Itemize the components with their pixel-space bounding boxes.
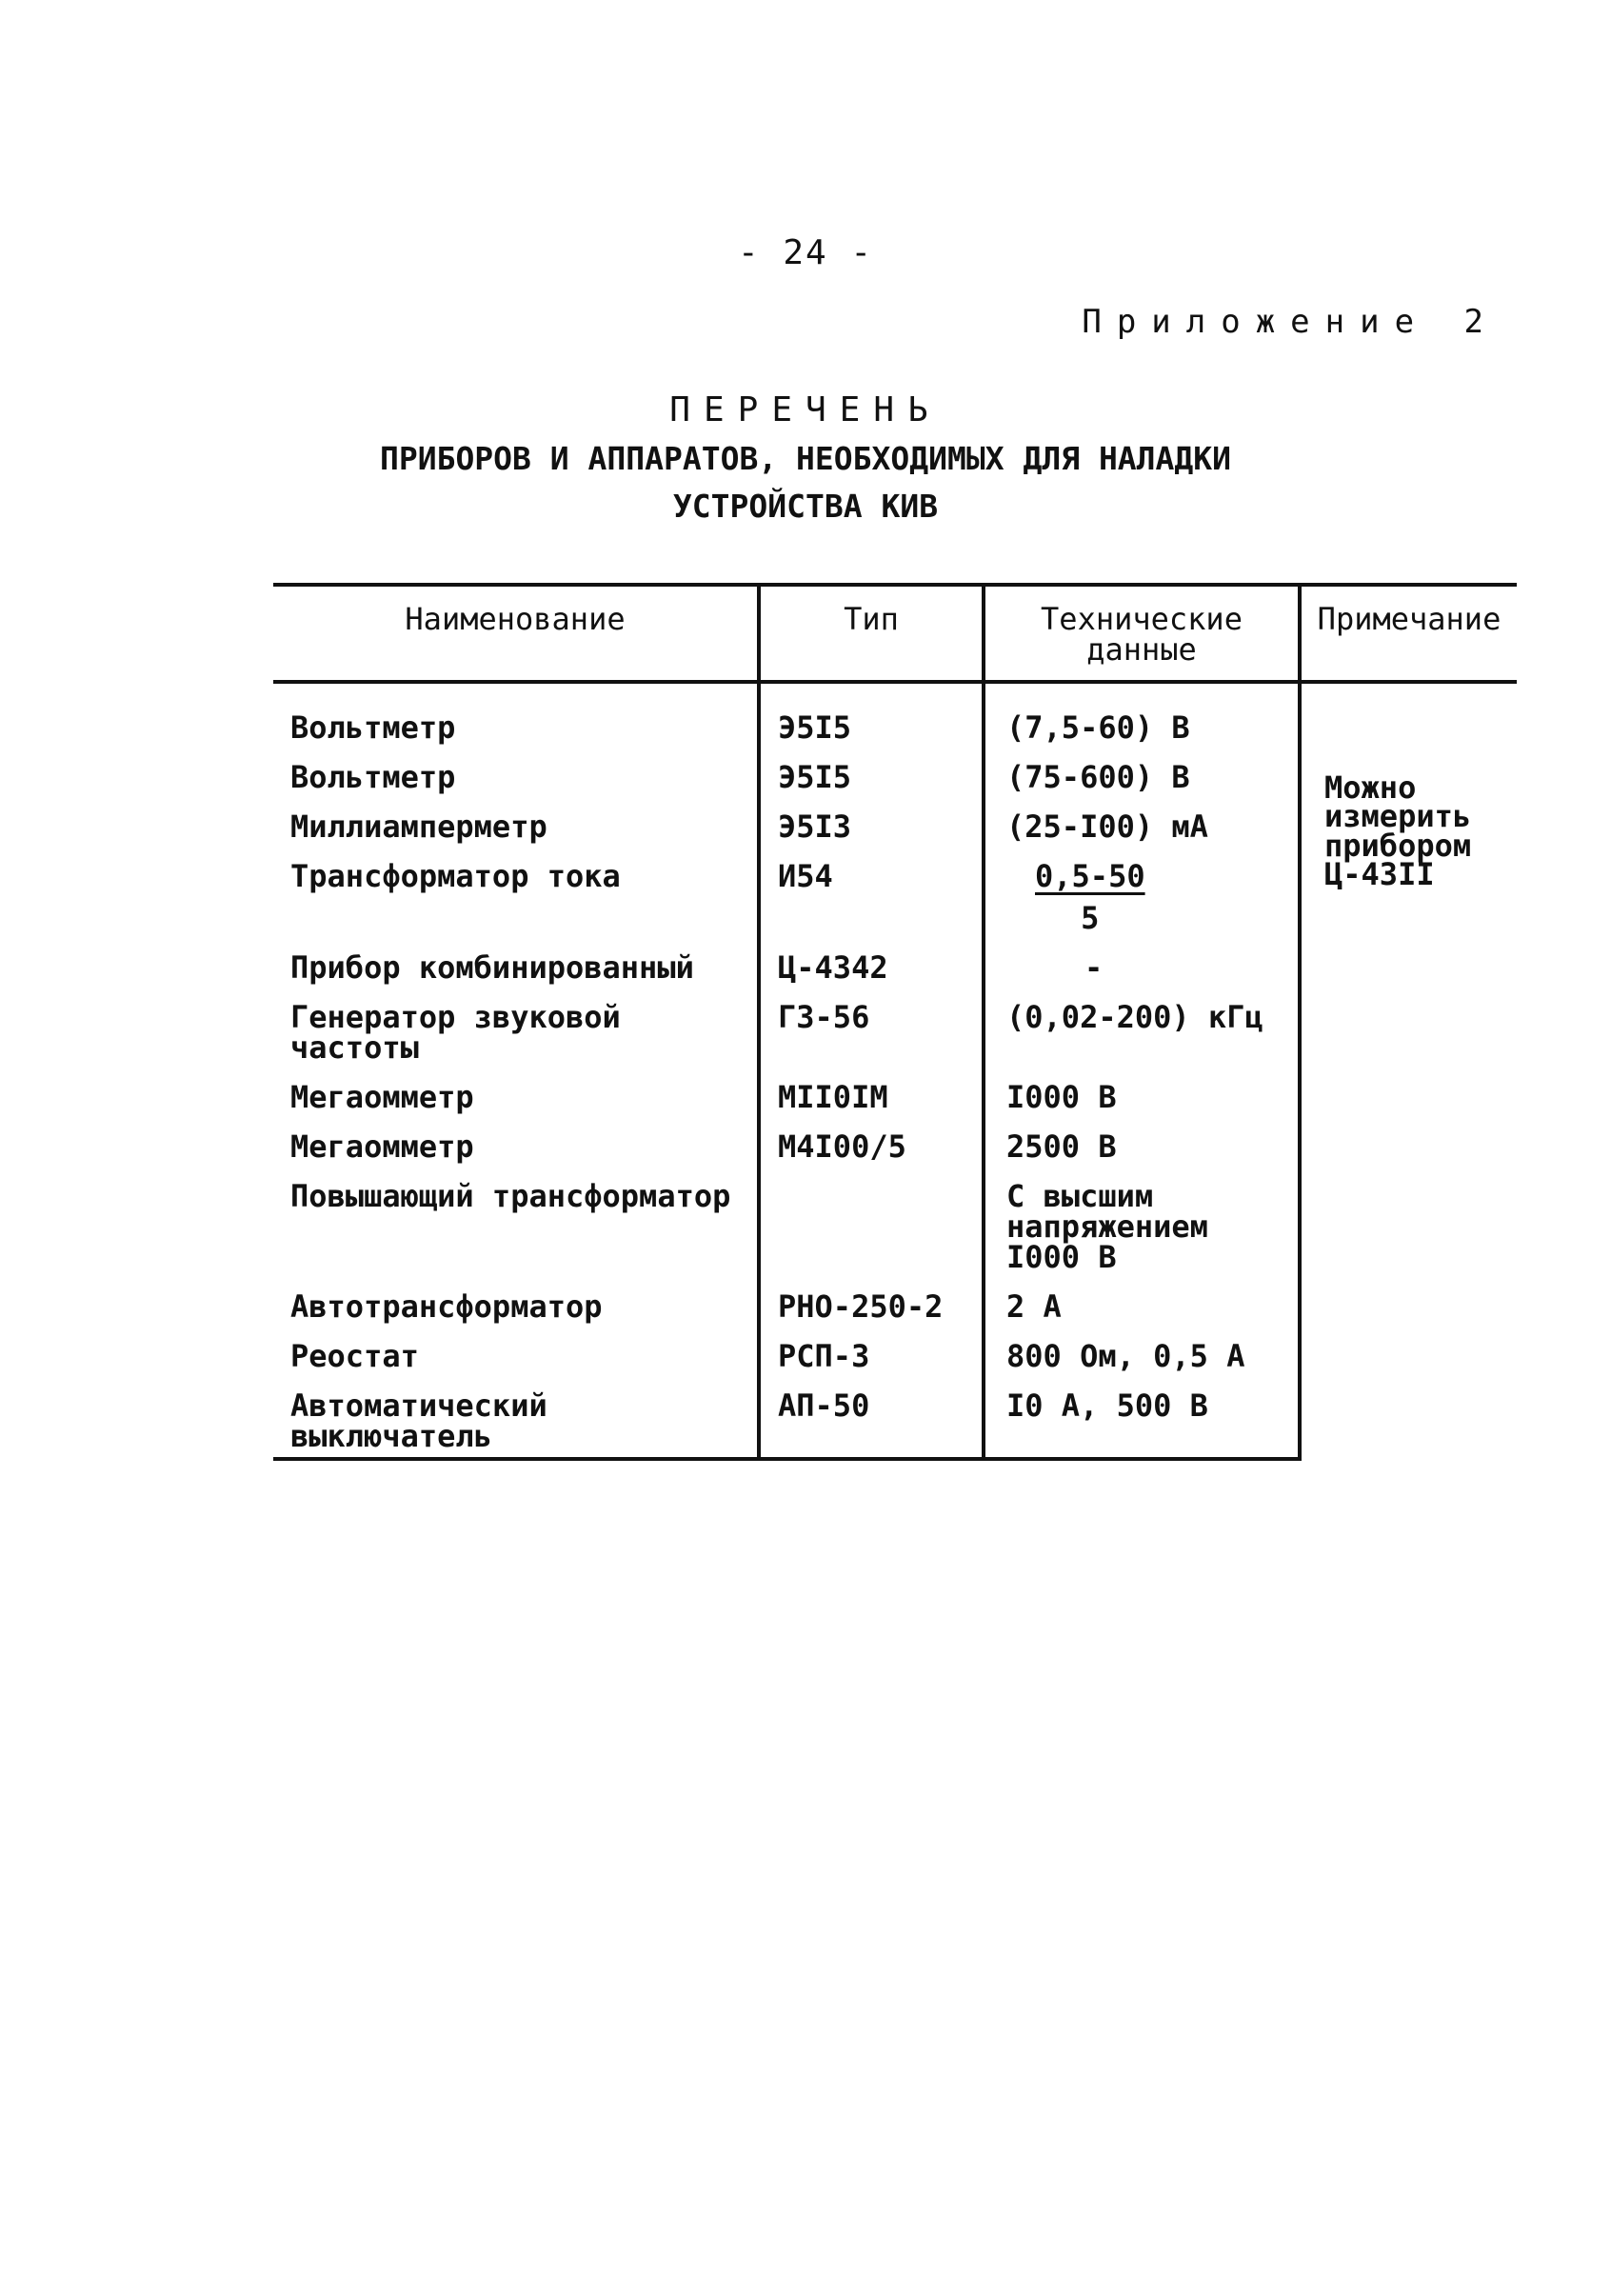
document-subtitle-line2: УСТРОЙСТВА КИВ xyxy=(672,488,939,525)
cell-name: Генератор звуковой частоты xyxy=(290,999,621,1066)
cell-type: Э5I3 xyxy=(759,808,984,857)
cell-data: I000 В xyxy=(984,1078,1300,1128)
cell-type: МII0IМ xyxy=(759,1078,984,1128)
instruments-table xyxy=(273,583,1517,1461)
cell-data xyxy=(984,857,1300,948)
table-header-row xyxy=(273,585,1517,682)
cell-type: ГЗ-56 xyxy=(759,998,984,1078)
cell-data: (75-600) В xyxy=(984,758,1300,808)
ratio-denominator: 5 xyxy=(1081,900,1100,936)
cell-name: Автотрансформатор xyxy=(290,1288,603,1325)
cell-name: Прибор комбинированный xyxy=(290,949,694,986)
appendix-label: Приложение 2 xyxy=(1082,303,1499,341)
cell-type: Э5I5 xyxy=(759,758,984,808)
header-tech-data: Технические данные xyxy=(984,585,1300,682)
cell-type: И54 xyxy=(759,857,984,948)
document-subtitle-line1: ПРИБОРОВ И АППАРАТОВ, НЕОБХОДИМЫХ ДЛЯ НАЛАДКИ xyxy=(379,440,1232,477)
cell-type: М4I00/5 xyxy=(759,1128,984,1177)
table-row xyxy=(273,682,1517,758)
cell-name: Трансформатор тока xyxy=(290,858,621,894)
ratio-numerator: 0,5-50 xyxy=(1035,858,1145,894)
header-note: Примечание xyxy=(1300,585,1517,682)
cell-name: Мегаомметр xyxy=(290,1079,474,1115)
cell-name: Автоматический выключатель xyxy=(273,1387,759,1459)
header-type: Тип xyxy=(759,585,984,682)
cell-name: Реостат xyxy=(290,1338,419,1374)
cell-type: Э5I5 xyxy=(759,682,984,758)
cell-data: (25-I00) мА xyxy=(984,808,1300,857)
cell-data: I0 А, 500 В xyxy=(984,1387,1300,1459)
note-text: Можно измерить прибором Ц-43II xyxy=(1324,769,1472,893)
cell-data: (0,02-200) кГц xyxy=(984,998,1300,1078)
cell-type xyxy=(759,1177,984,1288)
cell-name: Повышающий трансформатор xyxy=(290,1178,731,1214)
header-name: Наименование xyxy=(273,585,759,682)
cell-data: (7,5-60) В xyxy=(984,682,1300,758)
cell-data xyxy=(984,948,1300,998)
cell-data: 2 А xyxy=(984,1288,1300,1337)
page-number: - 24 - xyxy=(737,233,874,272)
cell-name: Миллиамперметр xyxy=(290,809,547,845)
cell-data: 2500 В xyxy=(984,1128,1300,1177)
cell-data: С высшим напряжением I000 В xyxy=(984,1177,1300,1288)
cell-note xyxy=(1300,682,1517,1459)
cell-name: Вольтметр xyxy=(290,709,456,746)
dash-mark: - xyxy=(1084,949,1104,986)
cell-type: Ц-4342 xyxy=(759,948,984,998)
cell-type: РНО-250-2 xyxy=(759,1288,984,1337)
cell-data: 800 Ом, 0,5 А xyxy=(984,1337,1300,1387)
cell-name: Мегаомметр xyxy=(290,1128,474,1165)
cell-type: АП-50 xyxy=(759,1387,984,1459)
document-title: ПЕРЕЧЕНЬ xyxy=(669,390,942,429)
cell-name: Вольтметр xyxy=(290,759,456,795)
cell-type: РСП-3 xyxy=(759,1337,984,1387)
ratio-fraction xyxy=(1035,858,1145,936)
